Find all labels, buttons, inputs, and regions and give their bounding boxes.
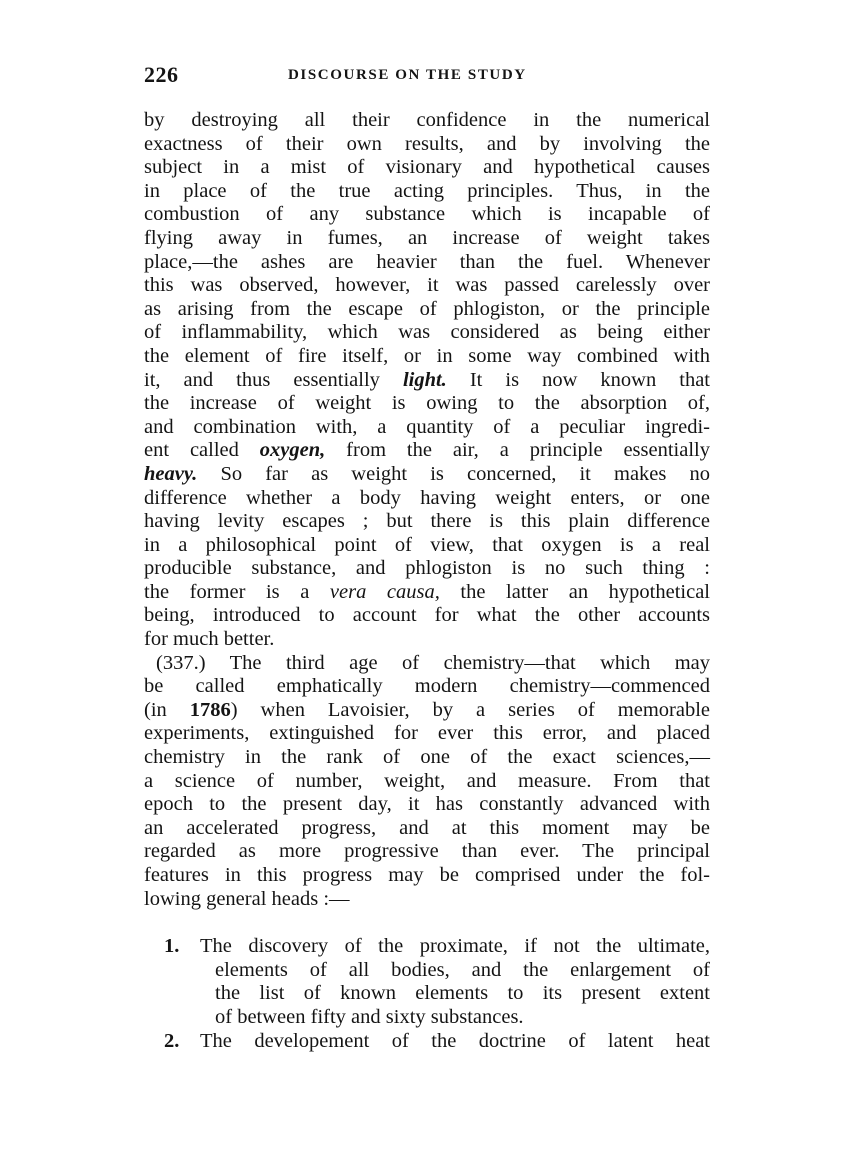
text-line: the list of known elements to its present extent <box>215 982 710 1005</box>
section-number: (337.) <box>156 651 206 674</box>
text-line: the element of fire itself, or in some way combined with <box>144 344 710 367</box>
text-span: (in <box>144 698 190 721</box>
text-line: experiments, extinguished for ever this error, and placed <box>144 722 710 745</box>
text-line <box>144 935 710 959</box>
text-line: subject in a mist of visionary and hypothetical causes <box>144 156 710 179</box>
italic-term-vera-causa: vera causa, <box>329 580 440 603</box>
text-line: as arising from the escape of phlogiston, or the principle <box>144 297 710 320</box>
text-line: a science of number, weight, and measure. From that <box>144 769 710 792</box>
text-line: of between fifty and sixty substances. <box>215 1005 524 1028</box>
text-line: combustion of any substance which is incapable of <box>144 203 710 226</box>
text-line: and combination with, a quantity of a peculiar ingredi- <box>144 415 710 438</box>
text-span: The third age of chemistry—that which may <box>229 651 710 674</box>
text-line: producible substance, and phlogiston is no such thing : <box>144 557 710 580</box>
text-line: elements of all bodies, and the enlargement of <box>215 958 710 981</box>
list-marker: 1. <box>164 935 180 958</box>
text-span: when Lavoisier, by a series of memorable <box>260 698 711 721</box>
text-span: The developement of the doctrine of latent heat <box>200 1029 710 1052</box>
text-span: ent called <box>144 439 239 462</box>
page-number: 226 <box>144 62 179 87</box>
body-text <box>144 109 710 1053</box>
text-line: having levity escapes ; but there is this plain difference <box>144 510 710 533</box>
text-span: it, and thus essentially <box>144 368 380 391</box>
text-line <box>144 581 710 605</box>
paragraph-2 <box>144 652 710 912</box>
text-line: for much better. <box>144 628 275 651</box>
text-line: by destroying all their confidence in the numerical <box>144 109 710 131</box>
text-line: difference whether a body having weight enters, or one <box>144 486 710 509</box>
text-span: the latter an hypothetical <box>439 580 710 603</box>
text-line: flying away in fumes, an increase of weight takes <box>144 226 710 249</box>
italic-term-light: light. <box>402 368 447 391</box>
text-span: ) <box>230 698 238 721</box>
italic-term-heavy: heavy. <box>144 462 198 485</box>
text-line: exactness of their own results, and by involving the <box>144 132 710 155</box>
list-item <box>144 935 710 1029</box>
text-line <box>144 439 710 463</box>
italic-term-oxygen: oxygen, <box>259 439 326 462</box>
text-span: It is now known that <box>446 368 710 391</box>
text-line: be called emphatically modern chemistry—commenced <box>144 675 710 698</box>
text-line: lowing general heads :— <box>144 887 350 910</box>
text-span: So far as weight is concerned, it makes no <box>197 462 710 485</box>
spacer <box>144 911 710 935</box>
text-line: regarded as more progressive than ever. The principal <box>144 840 710 863</box>
text-line: place,—the ashes are heavier than the fuel. Whenever <box>144 250 710 273</box>
text-line: this was observed, however, it was passed carelessly over <box>144 274 710 297</box>
list-item <box>144 1030 710 1054</box>
text-span: The discovery of the proximate, if not the ultimate, <box>200 935 710 958</box>
text-line: in a philosophical point of view, that oxygen is a real <box>144 533 710 556</box>
text-line <box>144 699 710 723</box>
text-line <box>144 369 710 393</box>
running-head: DISCOURSE ON THE STUDY <box>288 67 527 83</box>
text-line: features in this progress may be comprised under the fol- <box>144 864 710 886</box>
text-line: being, introduced to account for what the other accounts <box>144 604 710 627</box>
text-line <box>144 463 710 487</box>
paragraph-1 <box>144 109 710 652</box>
numbered-list <box>144 935 710 1053</box>
text-line <box>144 1030 710 1054</box>
text-line: the increase of weight is owing to the absorption of, <box>144 392 710 415</box>
text-line: of inflammability, which was considered as being either <box>144 321 710 344</box>
text-line: in place of the true acting principles. Thus, in the <box>144 179 710 202</box>
text-span: from the air, a principle essentially <box>325 439 710 462</box>
text-span: the former is a <box>144 580 310 603</box>
page-header <box>144 62 710 86</box>
list-marker: 2. <box>164 1029 180 1052</box>
text-line: epoch to the present day, it has constantly advanced with <box>144 793 710 816</box>
text-line <box>144 652 710 676</box>
year: 1786 <box>189 698 231 721</box>
text-line: an accelerated progress, and at this moment may be <box>144 816 710 839</box>
text-line: chemistry in the rank of one of the exact sciences,— <box>144 746 710 769</box>
